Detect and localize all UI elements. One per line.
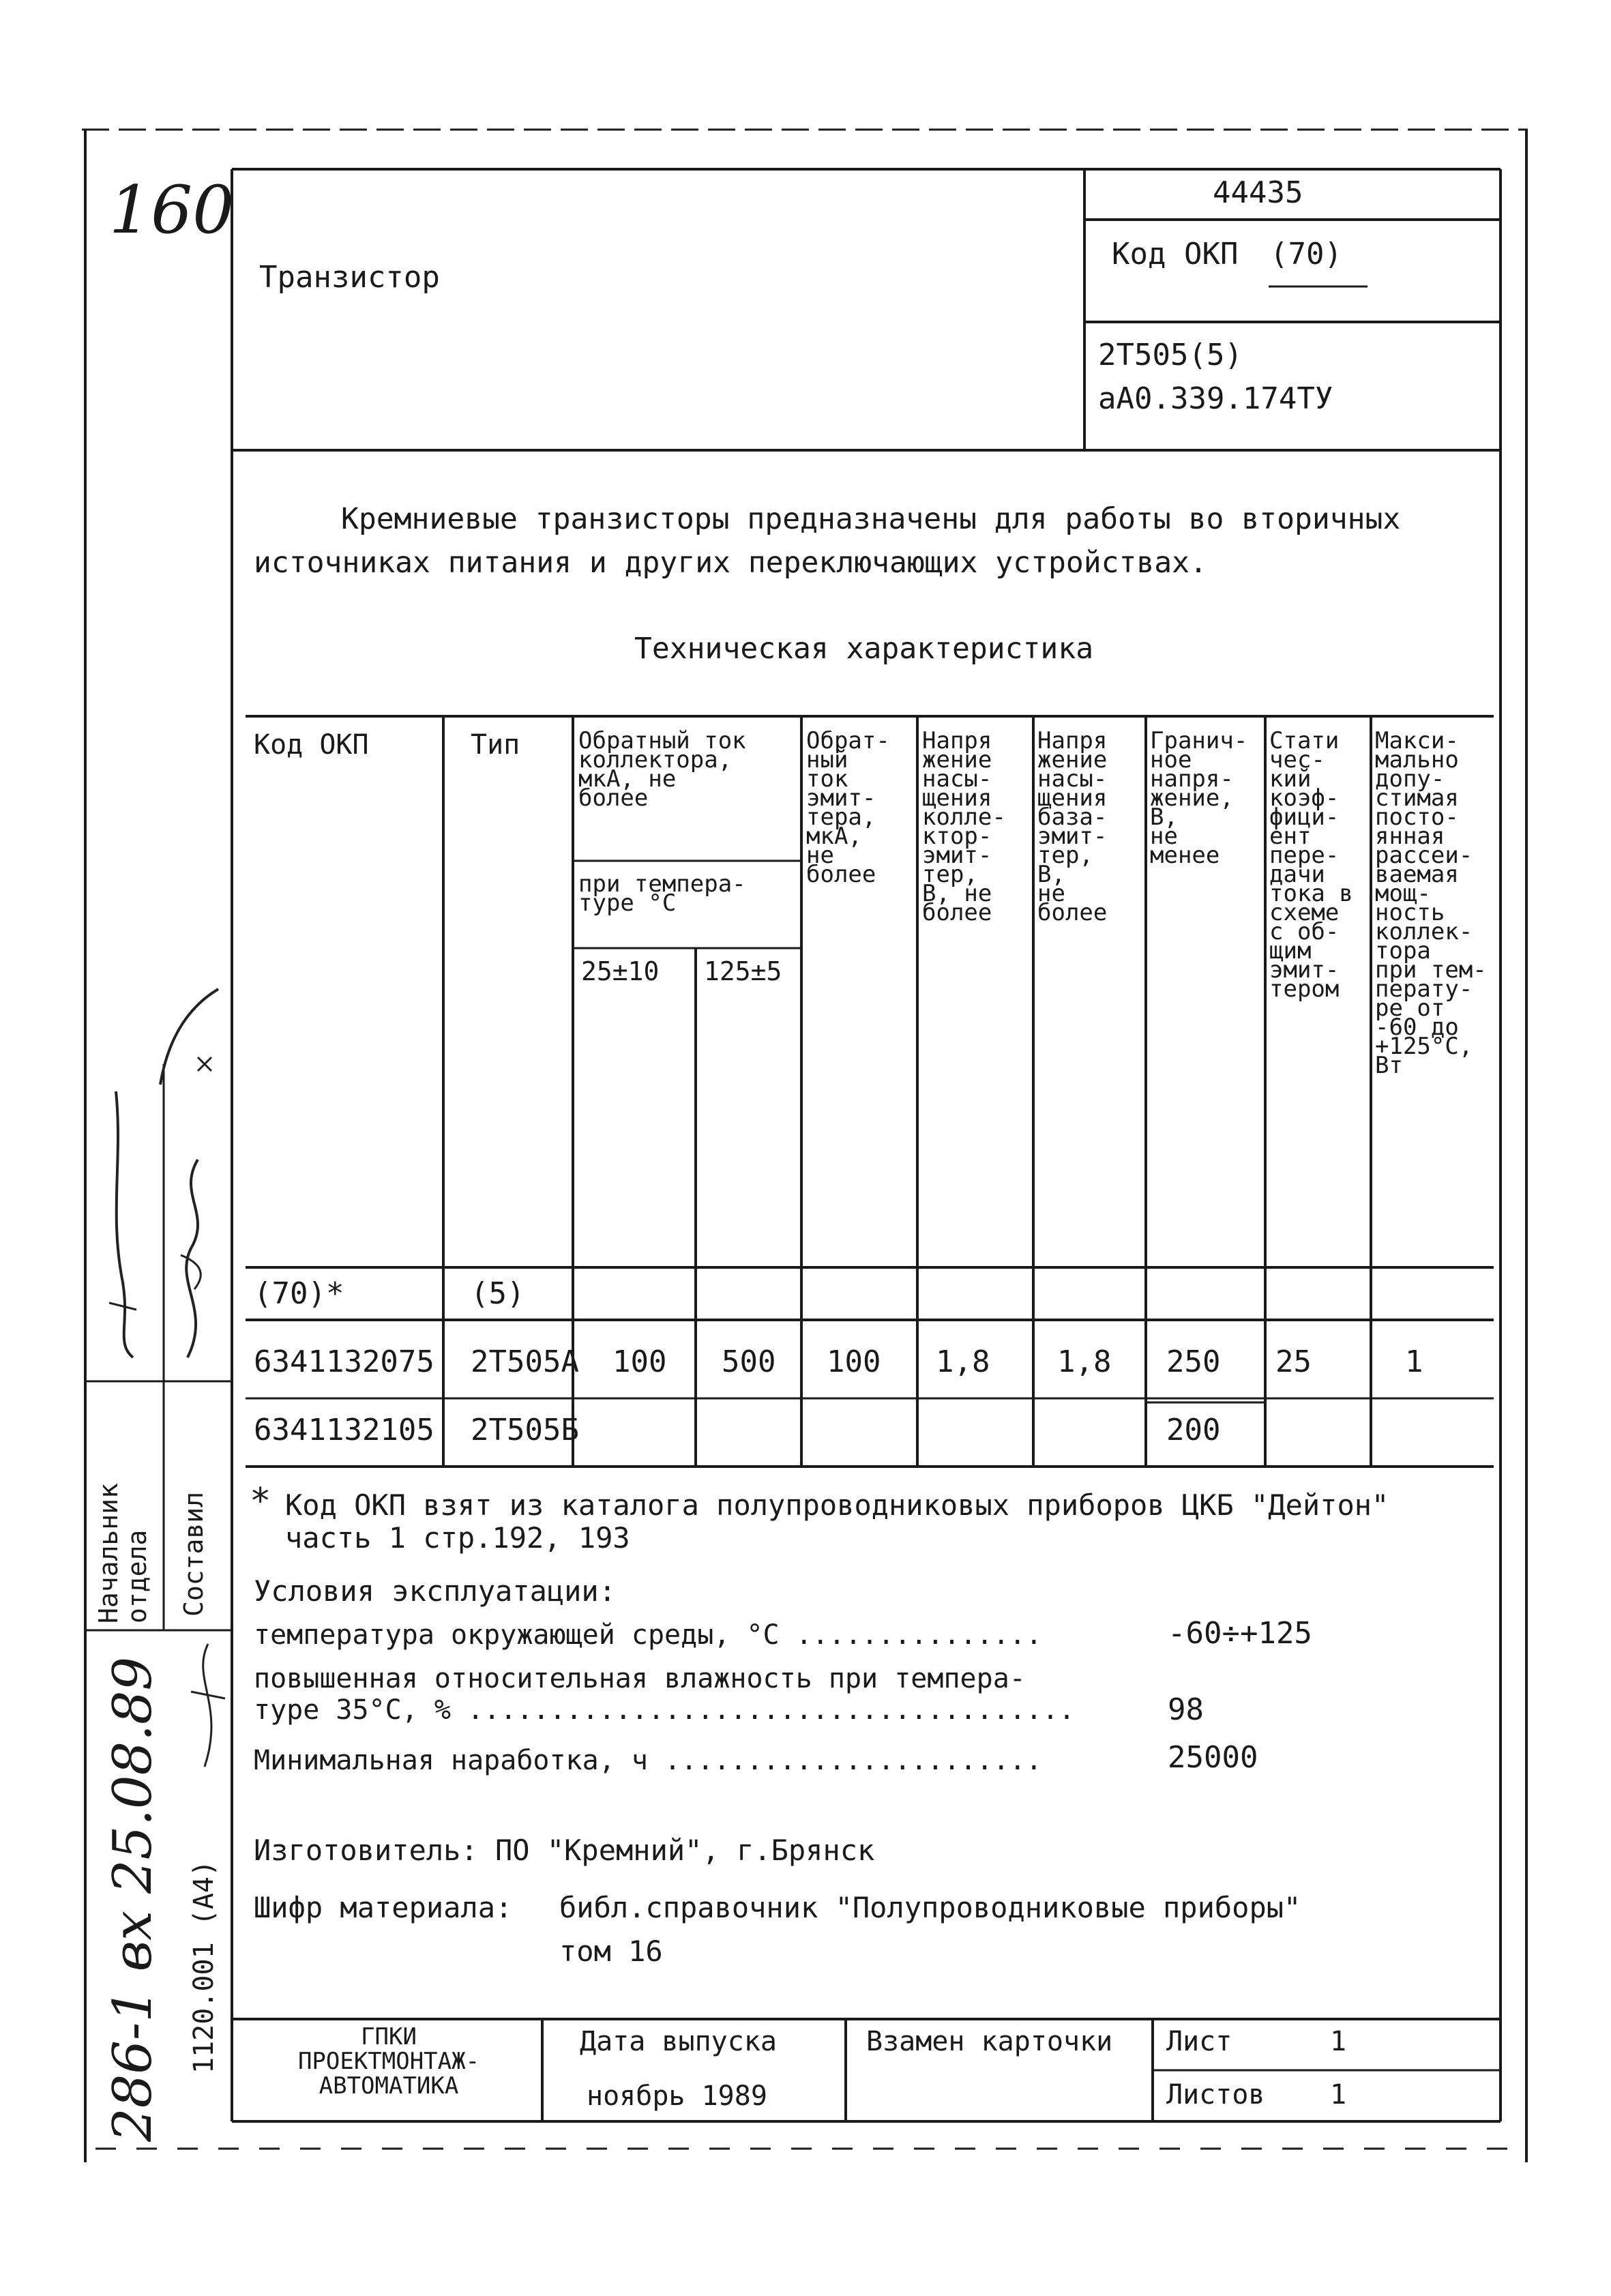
- condition-lifetime-value: 25000: [1168, 1740, 1258, 1775]
- row1-type: 2Т505А: [471, 1344, 579, 1379]
- footnote-asterisk: *: [250, 1481, 271, 1522]
- row1-current-gain: 25: [1275, 1344, 1312, 1379]
- signature-head-of-dept: [102, 1078, 143, 1364]
- row1-iebo: 100: [827, 1344, 881, 1379]
- row1-i125: 500: [722, 1344, 776, 1379]
- condition-lifetime-label: Минимальная наработка, ч .......................: [254, 1745, 1042, 1776]
- row1-okp: 6341132075: [254, 1344, 434, 1379]
- code-row-type: (5): [471, 1276, 525, 1311]
- th-boundary-voltage: Гранич- ное напря- жение, В, не менее: [1150, 727, 1248, 869]
- intro-line-1: Кремниевые транзисторы предназначены для работы во вторичных: [341, 502, 1401, 536]
- okp-code: (70): [1270, 237, 1342, 271]
- material-line-1: библ.справочник "Полупроводниковые приборы": [559, 1891, 1301, 1924]
- condition-temperature-value: -60÷+125: [1168, 1616, 1312, 1651]
- spec-document: аА0.339.174ТУ: [1098, 381, 1333, 416]
- th-max-power: Макси- мально допу- стимая посто- янная рассеи- ваемая мощ- ность коллек- тора при тем- перату- ре от -60 до +125°С, Вт: [1375, 727, 1487, 1079]
- section-title: Техническая характеристика: [634, 632, 1094, 666]
- condition-humidity-value: 98: [1168, 1692, 1204, 1727]
- handwritten-page-number: 160: [109, 172, 235, 248]
- row2-type: 2Т505Б: [471, 1413, 579, 1447]
- condition-humidity-label: повышенная относительная влажность при темпера-: [254, 1663, 1026, 1694]
- footer-sheets-label: Листов: [1166, 2079, 1265, 2110]
- type-designation: 2Т505(5): [1098, 338, 1243, 372]
- code-row-okp: (70)*: [254, 1276, 344, 1311]
- footnote-line-2: часть 1 стр.192, 193: [285, 1521, 630, 1555]
- handwritten-side-note: 286-1 вх 25.08.89: [102, 1656, 164, 2142]
- signature-check-mark: [157, 982, 225, 1091]
- row1-vbe: 1,8: [1057, 1344, 1112, 1379]
- th-be-saturation-voltage: Напря жение насы- щения база- эмит- тер, В, не более: [1037, 727, 1108, 926]
- footer-sheet-label: Лист: [1166, 2026, 1232, 2057]
- footnote-line-1: Код ОКП взят из каталога полупроводниковых приборов ЦКБ "Дейтон": [285, 1488, 1389, 1522]
- row1-max-power: 1: [1405, 1344, 1423, 1379]
- material-label: Шифр материала:: [254, 1891, 513, 1924]
- footer-issue-label: Дата выпуска: [580, 2026, 777, 2057]
- condition-temperature-label: температура окружающей среды, °С ...............: [254, 1619, 1042, 1651]
- side-label-compiled-by: Составил: [179, 1491, 209, 1617]
- row1-boundary-voltage: 250: [1166, 1344, 1221, 1379]
- th-type: Тип: [471, 729, 520, 761]
- footer-replaces-label: Взамен карточки: [866, 2026, 1113, 2057]
- footer-sheet-value: 1: [1330, 2026, 1347, 2057]
- condition-humidity-label-2: туре 35°С, % .....................................: [254, 1694, 1076, 1726]
- side-label-head-of-dept: Начальник отдела: [93, 1483, 152, 1623]
- row2-boundary-voltage: 200: [1166, 1413, 1221, 1447]
- row2-okp: 6341132105: [254, 1413, 434, 1447]
- th-temp-25: 25±10: [581, 956, 660, 986]
- intro-line-2: источниках питания и других переключающих устройствах.: [254, 546, 1207, 580]
- conditions-title: Условия эксплуатации:: [254, 1574, 617, 1608]
- side-label-form-code: 1120.001 (А4): [188, 1859, 220, 2074]
- th-at-temperature: при темпера- туре °С: [578, 870, 746, 917]
- product-name: Транзистор: [259, 260, 440, 295]
- signature-date-initials: [184, 1637, 232, 1773]
- okp-label: Код ОКП: [1112, 237, 1239, 271]
- card-number: 44435: [1213, 175, 1303, 210]
- signature-compiled-by: [171, 1153, 218, 1371]
- th-reverse-emitter-current: Обрат- ный ток эмит- тера, мкА, не более: [806, 727, 890, 888]
- th-temp-125: 125±5: [704, 956, 782, 986]
- th-ce-saturation-voltage: Напря жение насы- щения колле- ктор- эмит- тер, В, не более: [922, 727, 1006, 926]
- th-current-gain: Стати чес- кий коэф- фици- ент пере- дачи тока в схеме с об- щим эмит- тером: [1269, 727, 1353, 1003]
- th-okp-code: Код ОКП: [254, 729, 369, 761]
- row1-vce: 1,8: [936, 1344, 990, 1379]
- footer-sheets-value: 1: [1330, 2079, 1347, 2110]
- th-reverse-collector-current: Обратный ток коллектора, мкА, не более: [578, 727, 746, 812]
- material-line-2: том 16: [559, 1934, 663, 1968]
- footer-organization: ГПКИ ПРОЕКТМОНТАЖ- АВТОМАТИКА: [297, 2023, 480, 2100]
- manufacturer: Изготовитель: ПО "Кремний", г.Брянск: [254, 1834, 875, 1867]
- footer-issue-date: ноябрь 1989: [587, 2080, 767, 2112]
- row1-i25: 100: [612, 1344, 667, 1379]
